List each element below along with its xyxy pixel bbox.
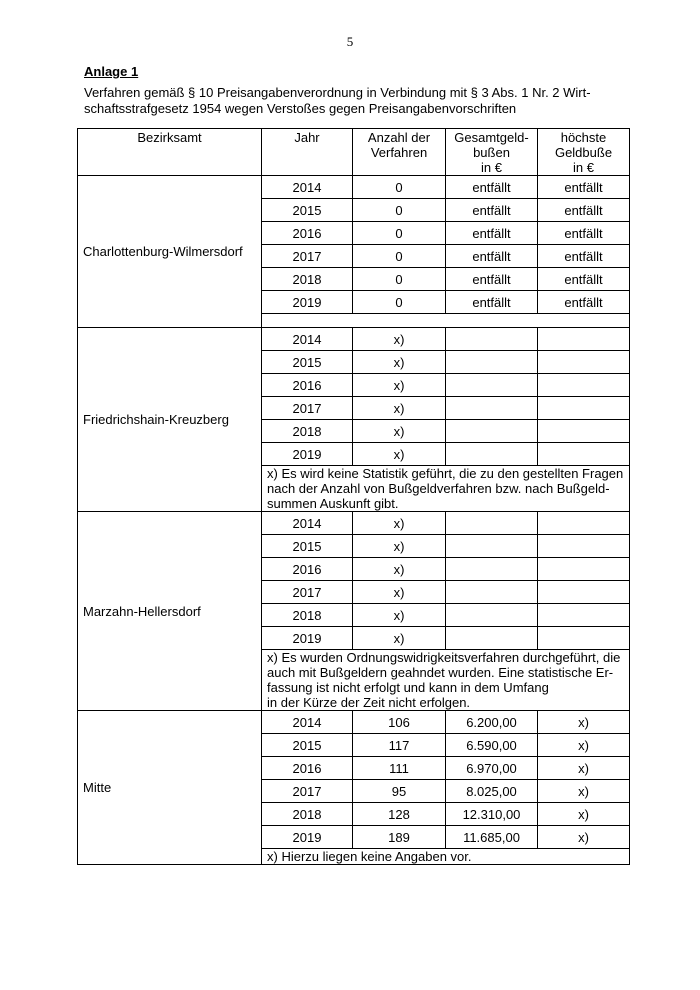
cell-anzahl: 0 — [353, 199, 446, 222]
cell-jahr: 2018 — [262, 604, 353, 627]
cell-jahr: 2019 — [262, 826, 353, 849]
cell-jahr: 2019 — [262, 627, 353, 650]
cell-hoechste — [538, 420, 630, 443]
cell-gesamt: entfällt — [446, 245, 538, 268]
cell-anzahl: x) — [353, 535, 446, 558]
cell-hoechste — [538, 443, 630, 466]
cell-anzahl: x) — [353, 581, 446, 604]
header-anzahl — [353, 129, 446, 176]
intro-line: schaftsstrafgesetz 1954 wegen Verstoßes gegen Preisangabenvorschriften — [84, 101, 517, 116]
cell-jahr: 2014 — [262, 176, 353, 199]
cell-gesamt — [446, 627, 538, 650]
cell-gesamt — [446, 558, 538, 581]
cell-jahr: 2018 — [262, 803, 353, 826]
footnote — [262, 650, 630, 711]
cell-jahr: 2016 — [262, 222, 353, 245]
header-jahr: Jahr — [262, 129, 353, 176]
cell-hoechste: entfällt — [538, 268, 630, 291]
footnote-line: x) Es wurden Ordnungswidrigkeitsverfahren durchgeführt, die — [267, 650, 621, 665]
cell-gesamt — [446, 397, 538, 420]
cell-jahr: 2015 — [262, 351, 353, 374]
cell-jahr: 2014 — [262, 328, 353, 351]
header-line: Anzahl der — [367, 130, 431, 145]
cell-anzahl: 189 — [353, 826, 446, 849]
intro-line: Verfahren gemäß § 10 Preisangabenverordnung in Verbindung mit § 3 Abs. 1 Nr. 2 Wirt- — [84, 85, 591, 100]
cell-gesamt: 6.970,00 — [446, 757, 538, 780]
cell-anzahl: x) — [353, 351, 446, 374]
table-row — [78, 328, 630, 351]
cell-anzahl: x) — [353, 397, 446, 420]
header-gesamt — [446, 129, 538, 176]
cell-anzahl: 0 — [353, 222, 446, 245]
cell-anzahl: x) — [353, 443, 446, 466]
cell-hoechste: entfällt — [538, 245, 630, 268]
cell-hoechste — [538, 328, 630, 351]
cell-jahr: 2017 — [262, 780, 353, 803]
cell-hoechste: x) — [538, 711, 630, 734]
cell-hoechste: x) — [538, 734, 630, 757]
table-row — [78, 711, 630, 734]
header-bezirksamt: Bezirksamt — [78, 129, 262, 176]
cell-gesamt: 11.685,00 — [446, 826, 538, 849]
cell-jahr: 2016 — [262, 374, 353, 397]
cell-hoechste — [538, 581, 630, 604]
cell-gesamt — [446, 374, 538, 397]
cell-gesamt — [446, 420, 538, 443]
cell-hoechste — [538, 351, 630, 374]
cell-anzahl: 0 — [353, 291, 446, 314]
bezirksamt-name: Mitte — [78, 711, 262, 865]
cell-anzahl: x) — [353, 558, 446, 581]
cell-jahr: 2014 — [262, 512, 353, 535]
cell-gesamt — [446, 443, 538, 466]
cell-jahr: 2015 — [262, 535, 353, 558]
cell-anzahl: 0 — [353, 268, 446, 291]
cell-jahr: 2014 — [262, 711, 353, 734]
cell-hoechste: entfällt — [538, 291, 630, 314]
cell-hoechste — [538, 535, 630, 558]
bezirksamt-name: Friedrichshain-Kreuzberg — [78, 328, 262, 512]
cell-jahr: 2015 — [262, 199, 353, 222]
cell-hoechste: x) — [538, 757, 630, 780]
cell-jahr: 2018 — [262, 268, 353, 291]
cell-anzahl: 111 — [353, 757, 446, 780]
cell-gesamt — [446, 581, 538, 604]
footnote — [262, 466, 630, 512]
cell-gesamt: entfällt — [446, 176, 538, 199]
cell-gesamt — [446, 535, 538, 558]
cell-gesamt — [446, 604, 538, 627]
header-line: Gesamtgeld- — [454, 130, 529, 145]
bezirksamt-name: Charlottenburg-Wilmersdorf — [78, 176, 262, 328]
cell-anzahl: x) — [353, 512, 446, 535]
table-row — [78, 512, 630, 535]
cell-jahr: 2018 — [262, 420, 353, 443]
cell-hoechste — [538, 374, 630, 397]
header-line: Geldbuße — [554, 145, 613, 160]
page-number: 5 — [346, 34, 354, 49]
cell-jahr: 2015 — [262, 734, 353, 757]
cell-gesamt: entfällt — [446, 222, 538, 245]
cell-hoechste — [538, 627, 630, 650]
blank-cell — [262, 314, 630, 328]
footnote — [262, 849, 630, 865]
cell-gesamt — [446, 351, 538, 374]
cell-anzahl: 106 — [353, 711, 446, 734]
table-body — [78, 176, 630, 865]
footnote-line: x) Hierzu liegen keine Angaben vor. — [267, 849, 472, 864]
cell-gesamt: entfällt — [446, 199, 538, 222]
cell-jahr: 2019 — [262, 443, 353, 466]
footnote-line: x) Es wird keine Statistik geführt, die zu den gestellten Fragen — [267, 466, 624, 481]
header-line: Verfahren — [370, 145, 428, 160]
cell-anzahl: 117 — [353, 734, 446, 757]
cell-anzahl: 95 — [353, 780, 446, 803]
footnote-line: auch mit Bußgeldern geahndet wurden. Eine statistische Er- — [267, 665, 614, 680]
intro-paragraph — [84, 85, 624, 117]
cell-gesamt: 12.310,00 — [446, 803, 538, 826]
header-hoechste — [538, 129, 630, 176]
cell-jahr: 2017 — [262, 245, 353, 268]
cell-anzahl: x) — [353, 627, 446, 650]
cell-jahr: 2017 — [262, 581, 353, 604]
cell-hoechste: x) — [538, 780, 630, 803]
page-title: Anlage 1 — [84, 64, 139, 79]
cell-hoechste: x) — [538, 803, 630, 826]
cell-gesamt: 6.200,00 — [446, 711, 538, 734]
cell-hoechste — [538, 558, 630, 581]
cell-gesamt: entfällt — [446, 268, 538, 291]
cell-anzahl: 0 — [353, 176, 446, 199]
footnote-line: nach der Anzahl von Bußgeldverfahren bzw. nach Bußgeld- — [267, 481, 610, 496]
footnote-line: fassung ist nicht erfolgt und kann in dem Umfang — [267, 680, 549, 695]
fines-table — [77, 128, 630, 865]
cell-anzahl: x) — [353, 420, 446, 443]
header-line: höchste — [560, 130, 607, 145]
cell-anzahl: 128 — [353, 803, 446, 826]
cell-anzahl: x) — [353, 604, 446, 627]
cell-anzahl: x) — [353, 374, 446, 397]
cell-anzahl: x) — [353, 328, 446, 351]
footnote-line: summen Auskunft gibt. — [267, 496, 399, 511]
cell-hoechste: x) — [538, 826, 630, 849]
cell-hoechste: entfällt — [538, 222, 630, 245]
cell-hoechste — [538, 512, 630, 535]
cell-gesamt — [446, 328, 538, 351]
footnote-line: in der Kürze der Zeit nicht erfolgen. — [267, 695, 471, 710]
cell-jahr: 2019 — [262, 291, 353, 314]
cell-hoechste: entfällt — [538, 176, 630, 199]
cell-jahr: 2016 — [262, 757, 353, 780]
cell-gesamt: entfällt — [446, 291, 538, 314]
cell-jahr: 2016 — [262, 558, 353, 581]
header-line: in € — [481, 160, 502, 175]
cell-gesamt — [446, 512, 538, 535]
cell-anzahl: 0 — [353, 245, 446, 268]
cell-jahr: 2017 — [262, 397, 353, 420]
cell-hoechste — [538, 604, 630, 627]
cell-gesamt: 6.590,00 — [446, 734, 538, 757]
cell-gesamt: 8.025,00 — [446, 780, 538, 803]
bezirksamt-name: Marzahn-Hellersdorf — [78, 512, 262, 711]
cell-hoechste — [538, 397, 630, 420]
header-line: bußen — [473, 145, 510, 160]
header-line: in € — [573, 160, 594, 175]
table-row — [78, 176, 630, 199]
table-header-row — [78, 129, 630, 176]
cell-hoechste: entfällt — [538, 199, 630, 222]
